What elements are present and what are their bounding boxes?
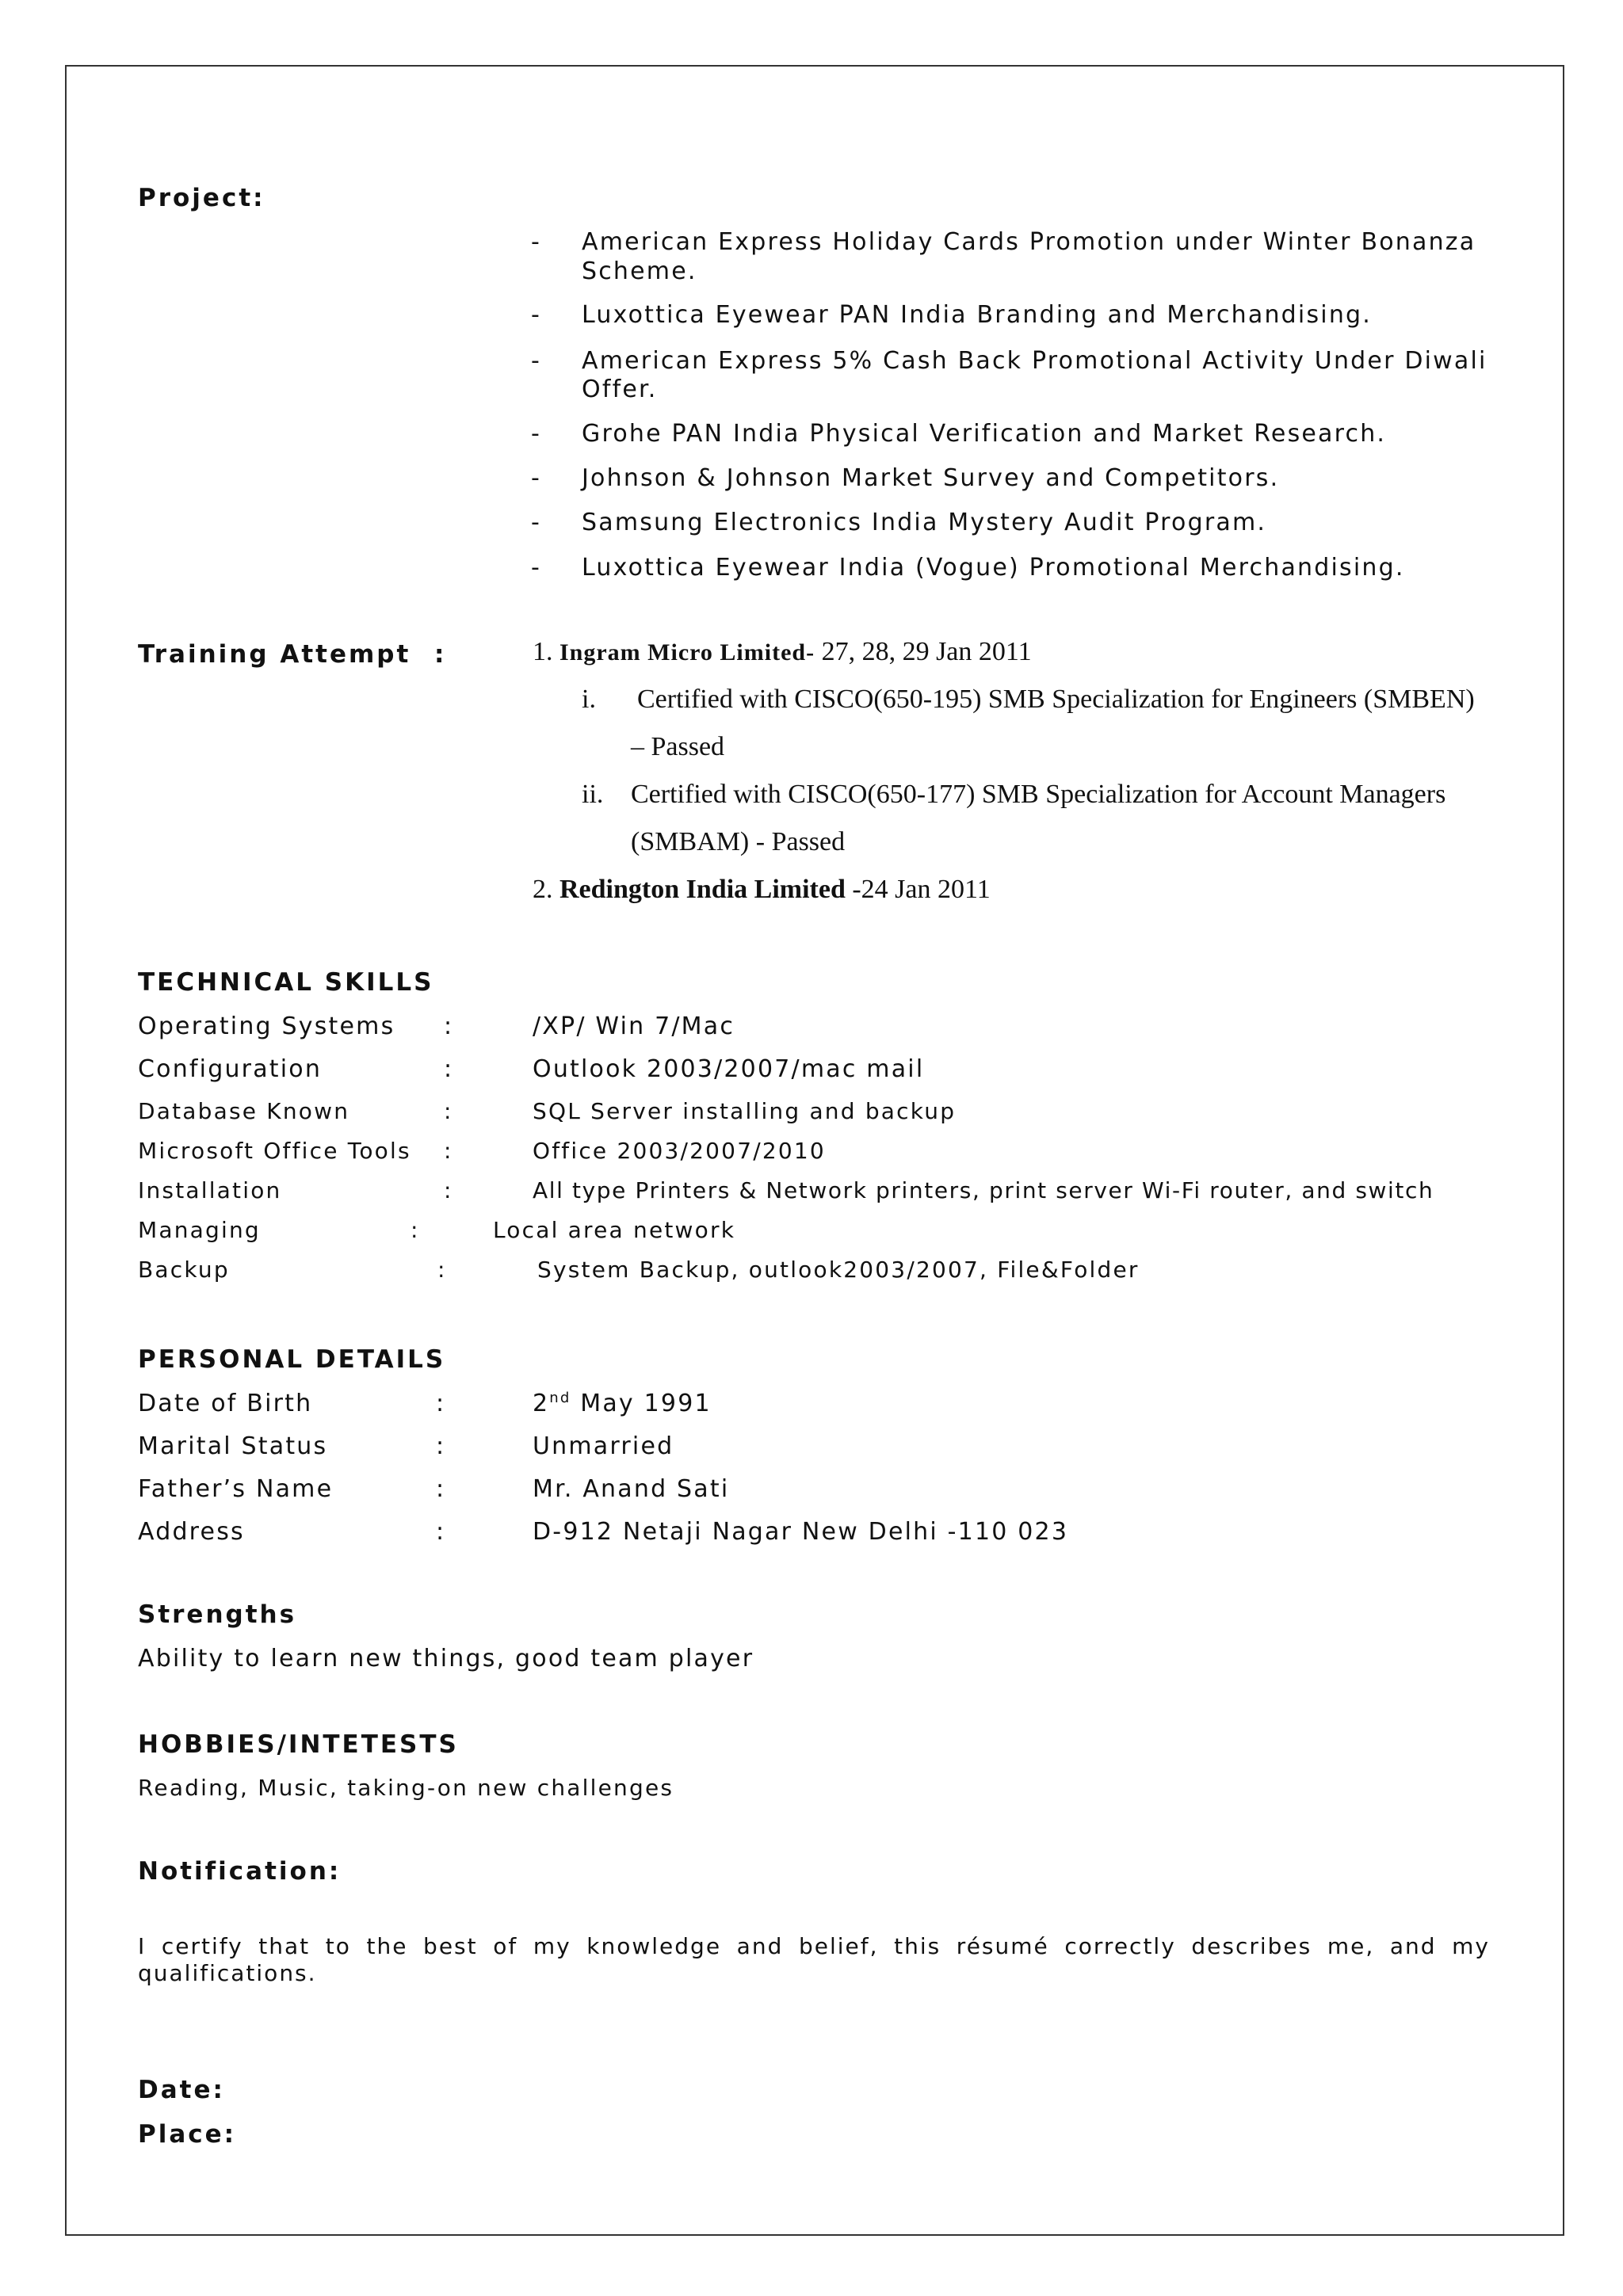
row-colon: : — [436, 1390, 446, 1417]
row-colon: : — [444, 1177, 453, 1203]
place-label: Place: — [138, 2120, 237, 2149]
row-value: Outlook 2003/2007/mac mail — [533, 1055, 925, 1083]
row-colon: : — [437, 1257, 447, 1283]
training-sub-1-number: i. — [582, 685, 596, 714]
date-label: Date: — [138, 2076, 225, 2104]
company-name: Redington India Limited — [559, 875, 846, 904]
row-colon: : — [444, 1098, 453, 1124]
row-value: Unmarried — [533, 1432, 674, 1460]
list-item-text: Grohe PAN India Physical Verification and Market Research. — [582, 420, 1387, 448]
hobbies-heading: HOBBIES/INTETESTS — [138, 1730, 459, 1759]
entry-date: -24 Jan 2011 — [845, 875, 991, 904]
birth-day-suffix: nd — [549, 1390, 571, 1406]
birth-month-year: May 1991 — [571, 1390, 712, 1417]
list-dash: - — [531, 554, 541, 582]
row-label: Marital Status — [138, 1432, 328, 1460]
row-value: Local area network — [493, 1217, 736, 1243]
birth-day: 2 — [533, 1390, 550, 1417]
row-colon: : — [436, 1518, 446, 1546]
company-name: Ingram Micro Limited- — [559, 639, 815, 666]
list-item-text: Samsung Electronics India Mystery Audit Program. — [582, 509, 1267, 536]
list-item-text: Luxottica Eyewear PAN India Branding and Merchandising. — [582, 301, 1373, 329]
row-colon: : — [444, 1055, 454, 1083]
list-item-text: American Express 5% Cash Back Promotional Activity Under Diwali — [582, 347, 1487, 375]
list-dash: - — [531, 464, 541, 492]
row-label: Installation — [138, 1177, 282, 1203]
entry-date: 27, 28, 29 Jan 2011 — [815, 637, 1032, 666]
row-label: Database Known — [138, 1098, 350, 1124]
training-colon: : — [434, 640, 447, 669]
training-sub-1-line1: Certified with CISCO(650-195) SMB Specialization for Engineers (SMBEN) — [637, 685, 1475, 714]
row-value: D-912 Netaji Nagar New Delhi -110 023 — [533, 1518, 1069, 1546]
certification-paragraph: I certify that to the best of my knowledge and belief, this résumé correctly describes me, and my qualifications. — [138, 1933, 1490, 1986]
row-label: Configuration — [138, 1055, 323, 1083]
row-label: Managing — [138, 1217, 261, 1243]
row-label: Address — [138, 1518, 245, 1546]
row-label: Microsoft Office Tools — [138, 1138, 411, 1164]
list-item-text: Luxottica Eyewear India (Vogue) Promotional Merchandising. — [582, 554, 1405, 582]
hobbies-text: Reading, Music, taking-on new challenges — [138, 1775, 674, 1801]
row-value: /XP/ Win 7/Mac — [533, 1013, 735, 1040]
technical-skills-heading: TECHNICAL SKILLS — [138, 968, 434, 997]
list-item-text: American Express Holiday Cards Promotion under Winter Bonanza — [582, 228, 1476, 256]
row-value — [533, 1390, 712, 1417]
strengths-text: Ability to learn new things, good team player — [138, 1645, 754, 1672]
row-label: Backup — [138, 1257, 230, 1283]
training-sub-2-number: ii. — [582, 780, 604, 809]
list-dash: - — [531, 509, 541, 536]
list-dash: - — [531, 228, 541, 256]
training-entry-1 — [533, 637, 1032, 667]
list-item-text: Johnson & Johnson Market Survey and Competitors. — [582, 464, 1280, 492]
training-entry-2 — [533, 875, 991, 905]
list-dash: - — [531, 420, 541, 448]
row-value: All type Printers & Network printers, print server Wi-Fi router, and switch — [533, 1177, 1434, 1203]
list-dash: - — [531, 301, 541, 329]
row-colon: : — [444, 1013, 454, 1040]
training-label: Training Attempt — [138, 640, 411, 669]
row-value: System Backup, outlook2003/2007, File&Folder — [537, 1257, 1140, 1283]
row-colon: : — [436, 1475, 446, 1503]
row-value: Mr. Anand Sati — [533, 1475, 730, 1503]
row-label: Father’s Name — [138, 1475, 334, 1503]
entry-number: 1. — [533, 637, 553, 666]
row-colon: : — [444, 1138, 453, 1164]
entry-number: 2. — [533, 875, 553, 904]
row-label: Date of Birth — [138, 1390, 313, 1417]
list-item-text: Offer. — [582, 376, 658, 403]
notification-heading: Notification: — [138, 1857, 342, 1886]
personal-details-heading: PERSONAL DETAILS — [138, 1345, 446, 1374]
list-dash: - — [531, 347, 541, 375]
list-item-text: Scheme. — [582, 257, 697, 285]
row-colon: : — [436, 1432, 446, 1460]
row-value: Office 2003/2007/2010 — [533, 1138, 826, 1164]
row-value: SQL Server installing and backup — [533, 1098, 957, 1124]
row-label: Operating Systems — [138, 1013, 395, 1040]
strengths-heading: Strengths — [138, 1600, 297, 1629]
project-heading: Project: — [138, 184, 265, 212]
training-sub-2-line2: (SMBAM) - Passed — [631, 827, 846, 856]
row-colon: : — [411, 1217, 420, 1243]
training-sub-1-line2: – Passed — [631, 732, 725, 761]
training-sub-2-line1: Certified with CISCO(650-177) SMB Specialization for Account Managers — [631, 780, 1446, 809]
